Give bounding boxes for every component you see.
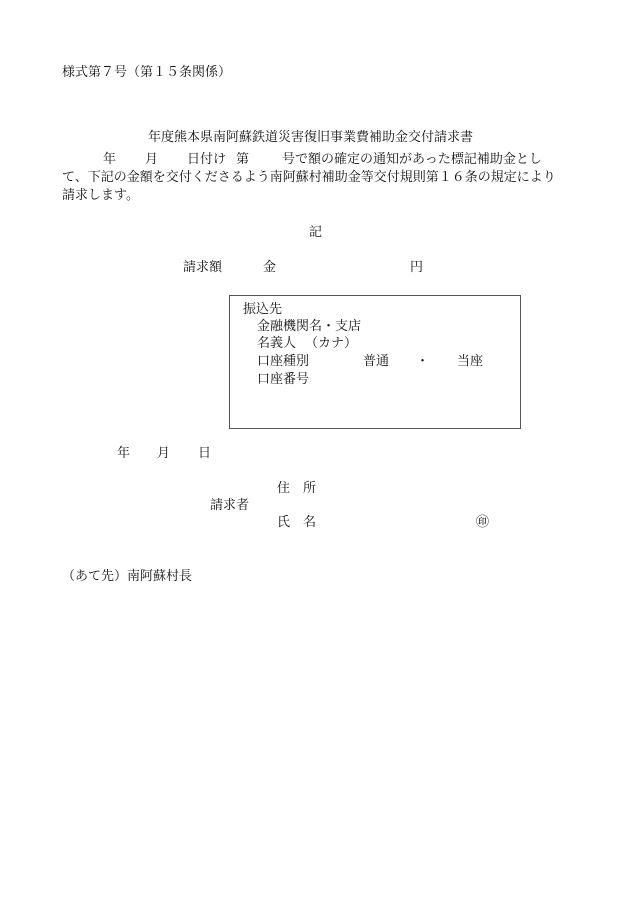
claimant-label: 請求者: [210, 498, 250, 513]
body-line-3: 請求します。: [62, 188, 139, 203]
notice-month: 月: [145, 152, 159, 167]
seal-mark: ㊞: [476, 515, 490, 530]
ki-heading: 記: [309, 225, 323, 240]
amount-label: 請求額: [183, 260, 223, 275]
account-type-separator: ・: [416, 354, 430, 369]
notice-day: 日付け: [187, 152, 227, 167]
account-type-current: 当座: [457, 354, 484, 369]
amount-unit: 円: [410, 260, 424, 275]
bank-label: 金融機関名・支店: [257, 319, 362, 334]
holder-label: 名義人: [257, 336, 297, 351]
form-number: 様式第７号（第１５条関係）: [62, 65, 232, 80]
holder-kana-label: （カナ）: [305, 336, 358, 351]
addressee: （あて先）南阿蘇村長: [62, 569, 193, 584]
body-line-2: て、下記の金額を交付くださるよう南阿蘇村補助金等交付規則第１６条の規定により: [62, 170, 556, 185]
request-year: 年: [117, 446, 131, 461]
claimant-address-label: 住 所: [277, 481, 317, 496]
claimant-name-label: 氏 名: [277, 515, 317, 530]
document-title: 年度熊本県南阿蘇鉄道災害復旧事業費補助金交付請求書: [148, 130, 474, 145]
notice-year: 年: [103, 152, 117, 167]
account-number-label: 口座番号: [257, 372, 310, 387]
account-type-label: 口座種別: [257, 354, 310, 369]
request-month: 月: [157, 446, 171, 461]
notice-number-prefix: 第: [236, 152, 250, 167]
transfer-heading: 振込先: [243, 302, 283, 317]
account-type-ordinary: 普通: [363, 354, 390, 369]
body-line-1: 号で額の確定の通知があった標記補助金とし: [282, 152, 542, 167]
request-day: 日: [198, 446, 212, 461]
amount-prefix: 金: [263, 260, 277, 275]
